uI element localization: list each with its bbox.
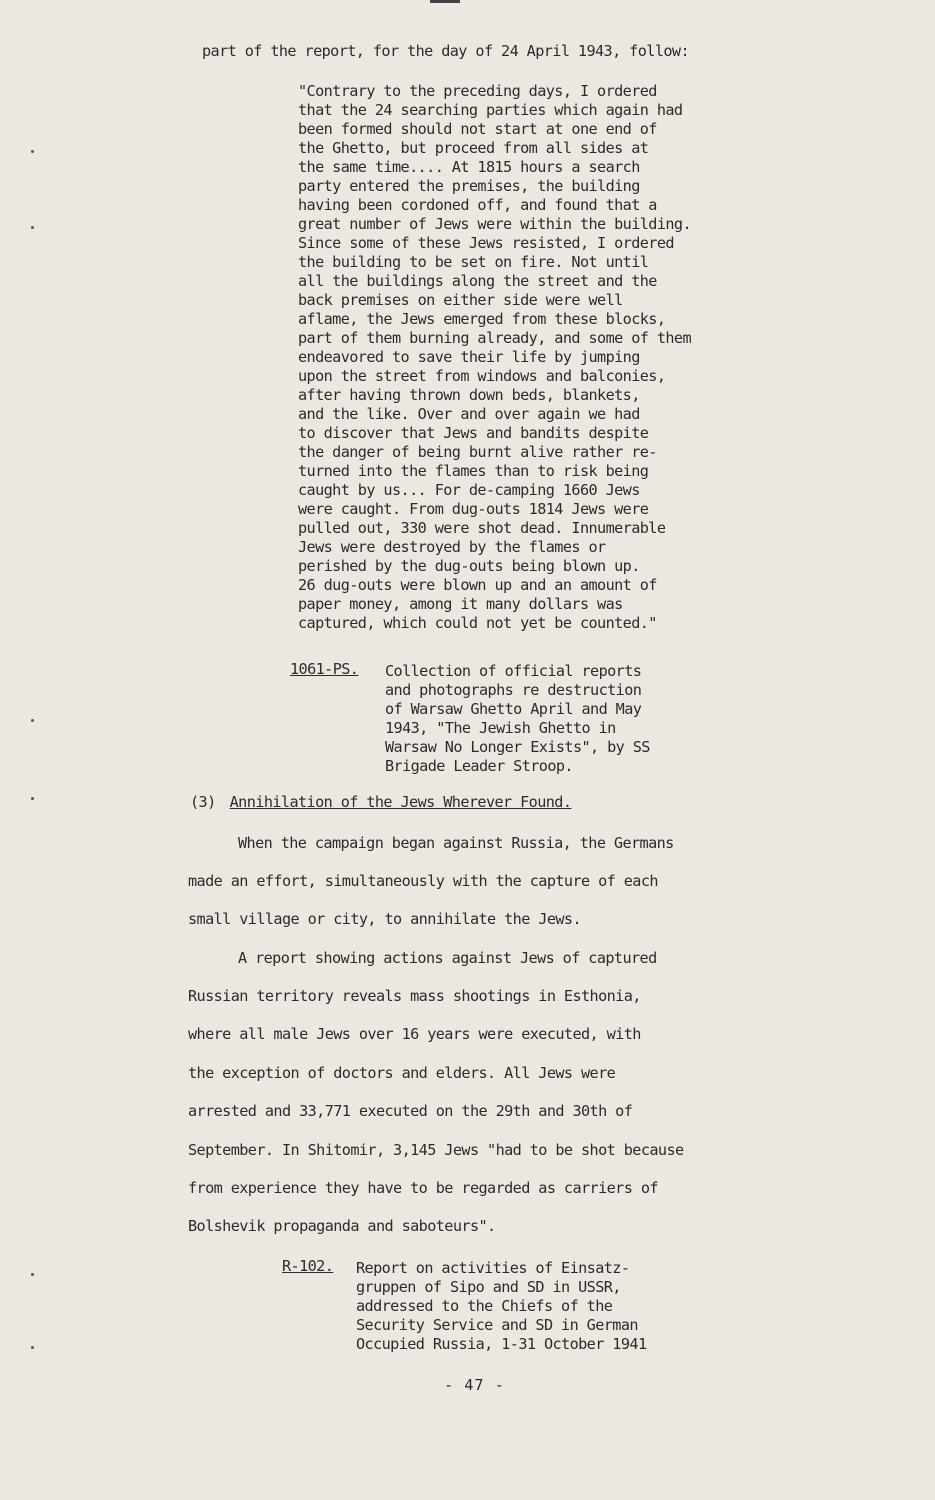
body-line: small village or city, to annihilate the Jews. [188, 910, 582, 928]
body-line: arrested and 33,771 executed on the 29th and 30th of [188, 1102, 633, 1120]
body-line: A report showing actions against Jews of captured [238, 949, 657, 967]
quote-line: been formed should not start at one end of [298, 120, 657, 138]
section-heading [190, 793, 571, 811]
margin-mark [31, 1273, 34, 1276]
quote-line: back premises on either side were well [298, 291, 623, 309]
quote-line: perished by the dug-outs being blown up. [298, 557, 640, 575]
quote-line: endeavored to save their life by jumping [298, 348, 640, 366]
quote-line: were caught. From dug-outs 1814 Jews were [298, 500, 649, 518]
body-line: Russian territory reveals mass shootings in Esthonia, [188, 987, 641, 1005]
quote-line: the building to be set on fire. Not until [298, 253, 649, 271]
quote-line: the same time.... At 1815 hours a search [298, 158, 640, 176]
margin-mark [31, 719, 34, 722]
reference-line: Report on activities of Einsatz- [356, 1259, 630, 1277]
page-number: - 47 - [444, 1376, 505, 1394]
margin-mark [31, 150, 34, 153]
quote-line: the danger of being burnt alive rather re- [298, 443, 657, 461]
intro-line: part of the report, for the day of 24 April 1943, follow: [202, 42, 689, 60]
reference-line: Warsaw No Longer Exists", by SS [385, 738, 650, 756]
body-line: where all male Jews over 16 years were executed, with [188, 1025, 641, 1043]
body-line: September. In Shitomir, 3,145 Jews "had to be shot because [188, 1141, 684, 1159]
margin-mark [31, 226, 34, 229]
reference-line: Security Service and SD in German [356, 1316, 638, 1334]
quote-line: the Ghetto, but proceed from all sides at [298, 139, 649, 157]
quote-line: that the 24 searching parties which again had [298, 101, 683, 119]
quote-line: to discover that Jews and bandits despite [298, 424, 649, 442]
quote-line: "Contrary to the preceding days, I ordered [298, 82, 657, 100]
reference-line: gruppen of Sipo and SD in USSR, [356, 1278, 621, 1296]
body-line: the exception of doctors and elders. All Jews were [188, 1064, 616, 1082]
quote-line: 26 dug-outs were blown up and an amount of [298, 576, 657, 594]
top-edge-mark [430, 0, 460, 3]
body-line: made an effort, simultaneously with the capture of each [188, 872, 658, 890]
reference-line: 1943, "The Jewish Ghetto in [385, 719, 616, 737]
quote-line: upon the street from windows and balconies, [298, 367, 666, 385]
reference-line: of Warsaw Ghetto April and May [385, 700, 642, 718]
quote-line: great number of Jews were within the building. [298, 215, 692, 233]
quote-line: pulled out, 330 were shot dead. Innumerable [298, 519, 666, 537]
section-title: Annihilation of the Jews Wherever Found. [229, 793, 572, 811]
quote-line: paper money, among it many dollars was [298, 595, 623, 613]
body-line: from experience they have to be regarded as carriers of [188, 1179, 658, 1197]
body-line: When the campaign began against Russia, the Germans [238, 834, 674, 852]
quote-line: aflame, the Jews emerged from these blocks, [298, 310, 666, 328]
reference-line: Collection of official reports [385, 662, 642, 680]
reference-line: Occupied Russia, 1-31 October 1941 [356, 1335, 647, 1353]
reference-line: and photographs re destruction [385, 681, 642, 699]
quote-line: Since some of these Jews resisted, I ordered [298, 234, 674, 252]
reference-id: 1061-PS. [290, 660, 359, 678]
quote-line: after having thrown down beds, blankets, [298, 386, 640, 404]
reference-line: addressed to the Chiefs of the [356, 1297, 613, 1315]
quote-line: Jews were destroyed by the flames or [298, 538, 606, 556]
reference-id: R-102. [282, 1257, 334, 1275]
quote-line: part of them burning already, and some of them [298, 329, 692, 347]
quote-line: having been cordoned off, and found that a [298, 196, 657, 214]
body-line: Bolshevik propaganda and saboteurs". [188, 1217, 496, 1235]
margin-mark [31, 797, 34, 800]
quote-line: party entered the premises, the building [298, 177, 640, 195]
reference-line: Brigade Leader Stroop. [385, 757, 573, 775]
quote-line: turned into the flames than to risk being [298, 462, 649, 480]
quote-line: captured, which could not yet be counted." [298, 614, 657, 632]
section-number: (3) [190, 793, 216, 811]
quote-line: all the buildings along the street and the [298, 272, 657, 290]
quote-line: caught by us... For de-camping 1660 Jews [298, 481, 640, 499]
quote-line: and the like. Over and over again we had [298, 405, 640, 423]
margin-mark [31, 1346, 34, 1349]
